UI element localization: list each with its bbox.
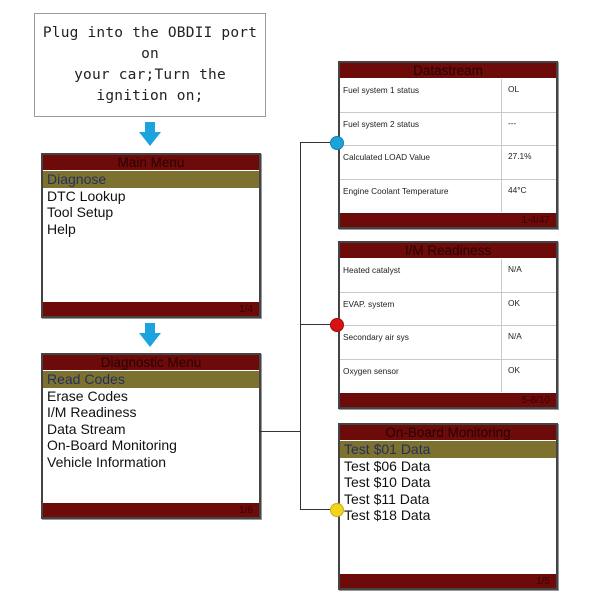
page-indicator: 5-8/10 [521,395,550,406]
row-label: EVAP. system [343,298,395,309]
diagnostic-menu-title: Diagnostic Menu [43,355,259,370]
onboard-monitoring-title: On-Board Monitoring [340,425,556,440]
table-row [340,293,556,327]
instruction-box [34,13,266,117]
datastream-footer [340,213,556,227]
main-menu-screen [41,153,261,318]
menu-item[interactable]: Read Codes [43,371,259,388]
row-label: Calculated LOAD Value [343,152,431,162]
onboard-monitoring-screen [338,423,558,590]
row-value: N/A [508,264,522,274]
page-indicator: 1/5 [536,576,550,587]
table-row [340,113,556,147]
main-menu-list [43,171,259,237]
menu-item[interactable]: Erase Codes [47,387,128,404]
row-label: Heated catalyst [343,265,401,275]
row-value: --- [508,117,517,128]
datastream-table [340,79,556,212]
table-row [340,360,556,393]
menu-item[interactable]: Tool Setup [47,204,114,220]
row-label: Fuel system 2 status [343,118,420,129]
row-value: OK [508,297,520,308]
im-readiness-screen [338,241,558,409]
datastream-connector-dot [330,136,344,150]
row-value: 27.1% [508,151,532,161]
row-label: Secondary air sys [343,332,409,342]
row-value: N/A [508,331,522,341]
row-label: Oxygen sensor [343,365,399,376]
menu-item[interactable]: Test $06 Data [344,457,431,474]
menu-item[interactable]: Vehicle Information [47,453,167,470]
table-row [340,146,556,180]
page-indicator: 1/4 [239,304,253,315]
im-readiness-table [340,259,556,392]
im-readiness-connector-dot [330,318,344,332]
menu-item[interactable]: Test $11 Data [344,490,430,507]
table-row [340,180,556,213]
menu-item[interactable]: Diagnose [43,171,259,188]
connector-line [259,431,300,432]
page-indicator: 1-4/47 [521,215,550,226]
row-label: Fuel system 1 status [343,85,420,95]
down-arrow-icon [139,323,161,347]
menu-item[interactable]: DTC Lookup [47,187,126,204]
instruction-text: Plug into the OBDII port on your car;Turn the ignition on; [42,25,258,104]
menu-item[interactable]: Test $10 Data [344,474,431,490]
row-label: Engine Coolant Temperature [343,185,449,196]
connector-line [300,142,301,510]
page-indicator: 1/6 [239,505,253,516]
datastream-title: Datastream [340,63,556,78]
im-readiness-title: I/M Readiness [340,243,556,258]
main-menu-footer [43,302,259,316]
onboard-monitoring-list [340,441,556,524]
onboard-connector-dot [330,503,344,517]
im-readiness-footer [340,393,556,407]
diagnostic-menu-screen [41,353,261,519]
datastream-screen [338,61,558,229]
menu-item[interactable]: On-Board Monitoring [47,437,177,453]
row-value: OK [508,364,520,375]
table-row [340,259,556,293]
menu-item[interactable]: Test $01 Data [340,441,556,458]
diagnostic-menu-footer [43,503,259,517]
diagnostic-menu-list [43,371,259,470]
menu-item[interactable]: Data Stream [47,420,126,437]
menu-item[interactable]: Help [47,220,76,237]
main-menu-title: Main Menu [43,155,259,170]
menu-item[interactable]: I/M Readiness [47,404,137,420]
table-row [340,79,556,113]
row-value: 44°C [508,184,527,195]
row-value: OL [508,84,520,94]
down-arrow-icon [139,122,161,146]
table-row [340,326,556,360]
menu-item[interactable]: Test $18 Data [344,507,431,523]
onboard-monitoring-footer [340,574,556,588]
